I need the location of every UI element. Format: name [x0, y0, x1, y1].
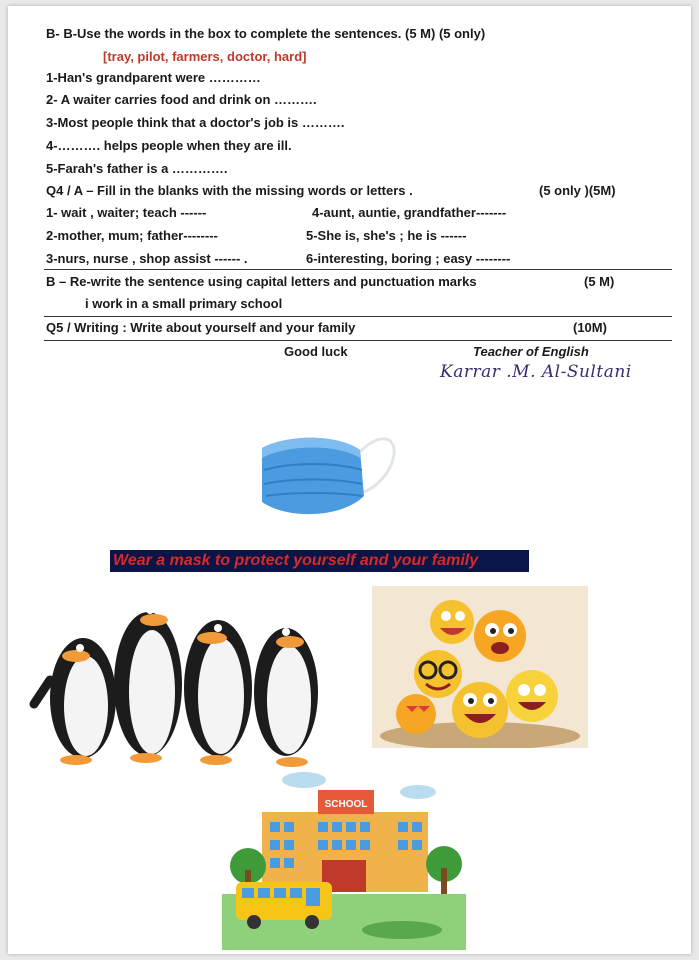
worksheet-page	[8, 6, 691, 954]
school-image	[222, 770, 466, 950]
school-sign: SCHOOL	[324, 799, 368, 810]
q4-item-3: 3-nurs, nurse , shop assist ------ .	[46, 251, 248, 266]
q4-item-5: 5-She is, she's ; he is ------	[306, 228, 467, 243]
sentence-2: 2- A waiter carries food and drink on ……….	[46, 92, 317, 107]
mask-banner: Wear a mask to protect yourself and your family	[110, 550, 529, 572]
divider-2	[44, 316, 672, 317]
good-luck: Good luck	[284, 344, 348, 359]
face-mask-image	[248, 426, 398, 526]
q4-marks: (5 only )(5M)	[539, 183, 616, 198]
sentence-4: 4-………. helps people when they are ill.	[46, 138, 292, 153]
emoji-faces-image	[372, 586, 588, 748]
section-b-heading: B- B-Use the words in the box to complete the sentences. (5 M) (5 only)	[46, 26, 486, 41]
q4b-heading: B – Re-write the sentence using capital letters and punctuation marks	[46, 274, 477, 289]
q4b-sentence: i work in a small primary school	[85, 296, 283, 311]
q5-marks: (10M)	[573, 320, 607, 335]
sentence-1: 1-Han's grandparent were …………	[46, 70, 261, 85]
q5-heading: Q5 / Writing : Write about yourself and your family	[46, 320, 356, 335]
divider-1	[44, 269, 672, 270]
divider-3	[44, 340, 672, 341]
q4-item-1: 1- wait , waiter; teach ------	[46, 205, 207, 220]
q4-item-4: 4-aunt, auntie, grandfather-------	[312, 205, 507, 220]
teacher-title: Teacher of English	[473, 344, 589, 359]
word-box: [tray, pilot, farmers, doctor, hard]	[103, 49, 307, 64]
teacher-signature: Karrar .M. Al-Sultani	[440, 362, 632, 382]
q4-item-2: 2-mother, mum; father--------	[46, 228, 218, 243]
sentence-5: 5-Farah's father is a ………….	[46, 161, 228, 176]
q4-heading: Q4 / A – Fill in the blanks with the missing words or letters .	[46, 183, 413, 198]
sentence-3: 3-Most people think that a doctor's job is ……….	[46, 115, 345, 130]
q4-item-6: 6-interesting, boring ; easy --------	[306, 251, 511, 266]
q4b-marks: (5 M)	[584, 274, 615, 289]
penguins-image	[28, 580, 338, 772]
